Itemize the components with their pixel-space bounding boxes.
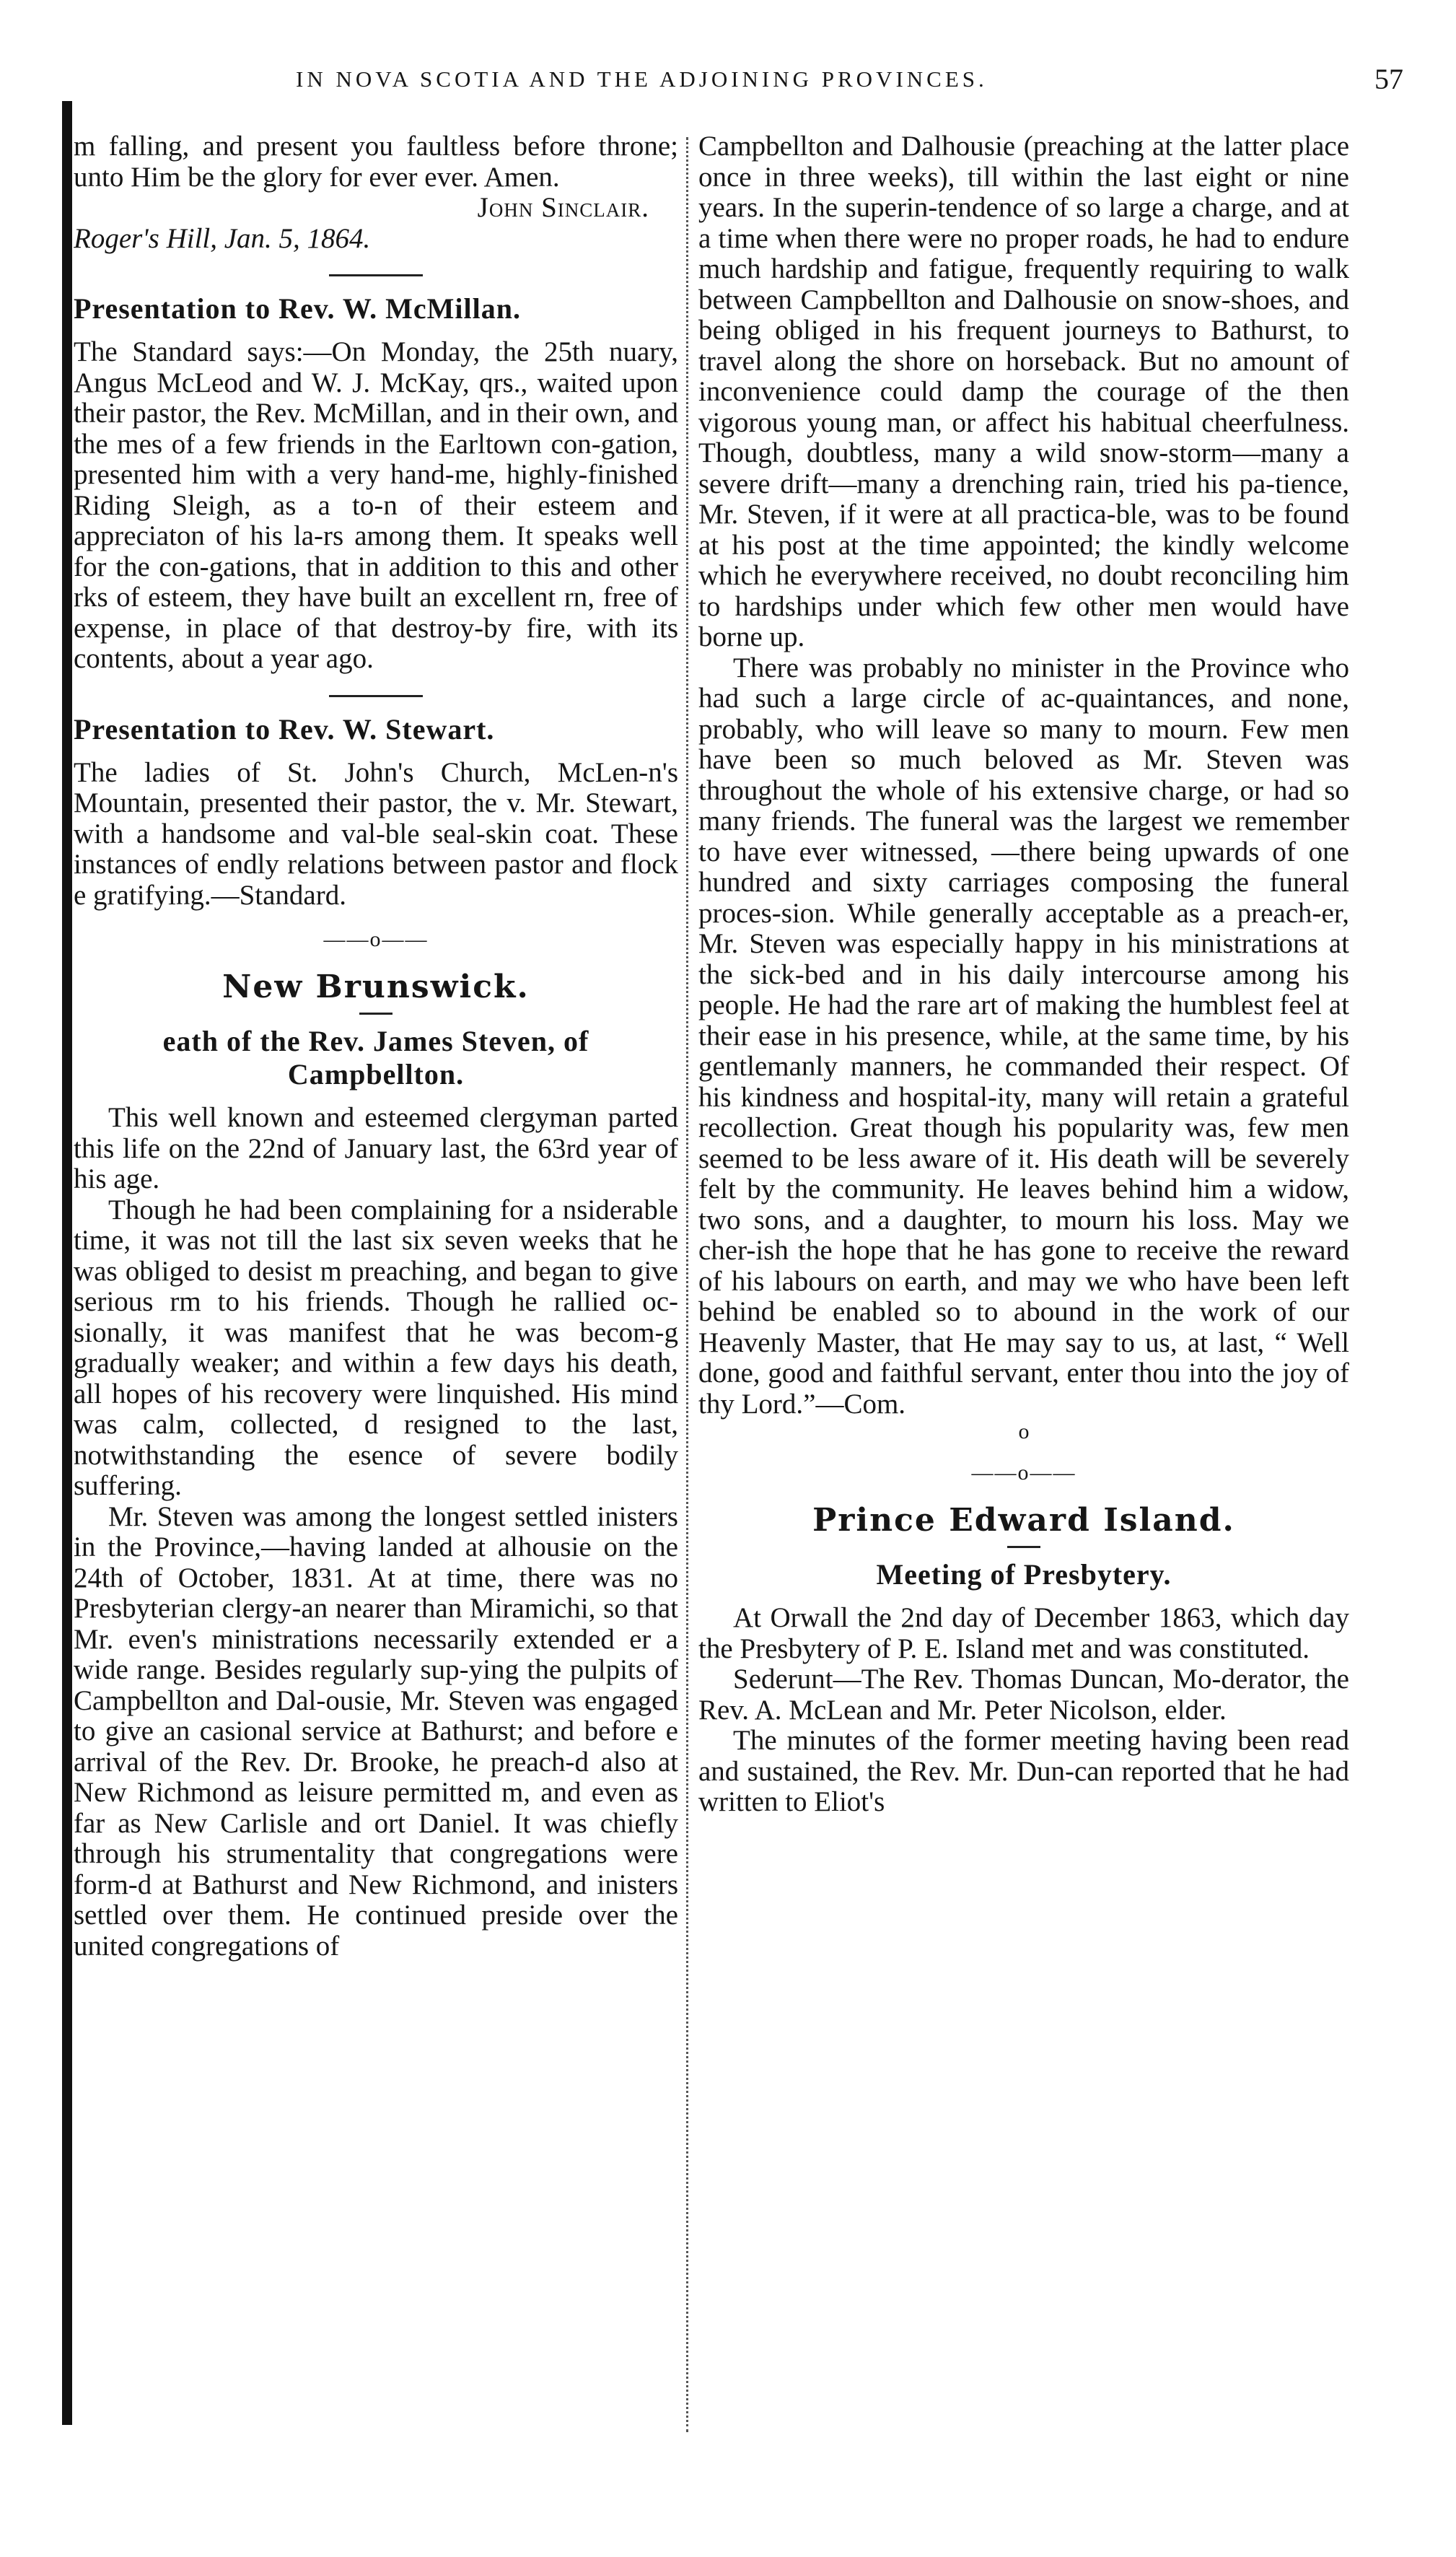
steven-paragraph-3: Mr. Steven was among the longest settled inisters in the Province,—having landed at alhousie on the 24th of October, 1831. At at time, there was no Presbyterian clergy-an nearer than Miramichi, so that Mr. even's ministrations necessarily extended er a wide range. Besides regularly sup-ying the pulpits of Campbellton and Dal-ousie, Mr. Steven was engaged to give an casional service at Bathurst; and before e arrival of the Rev. Dr. Brooke, he preach-d also at New Richmond as leisure permitted m, and even as far as New Carlisle and ort Daniel. It was chiefly through his strumentality that congregations were form-d at Bathurst and New Richmond, and inisters settled over them. He continued preside over the united congregations of <box>74 1500 678 1962</box>
place-date: Roger's Hill, Jan. 5, 1864. <box>74 222 371 254</box>
section-mark: o <box>1018 1420 1030 1443</box>
heading-mcmillan: Presentation to Rev. W. McMillan. <box>74 292 521 325</box>
section-title-new-brunswick: New Brunswick. <box>222 969 530 1005</box>
presbytery-paragraph-2: Sederunt—The Rev. Thomas Duncan, Mo-derator, the Rev. A. McLean and Mr. Peter Nicolson, elder. <box>698 1664 1349 1726</box>
section-rule: ——o—— <box>971 1461 1076 1485</box>
section-divider <box>329 695 423 697</box>
intro-paragraph: m falling, and present you faultless before throne; unto Him be the glory for ever ever. Amen. <box>74 131 678 193</box>
short-rule <box>359 1013 392 1015</box>
left-column <box>74 131 678 2434</box>
steven-paragraph-1: This well known and esteemed clergyman parted this life on the 22nd of January last, the 63rd year of his age. <box>74 1102 678 1194</box>
continued-paragraph: Campbellton and Dalhousie (preaching at the latter place once in three weeks), till within the last eight or nine years. In the superin-tendence of so large a charge, and at a time when there were no proper roads, he had to endure much hardship and fatigue, frequently requiring to walk between Campbellton and Dalhousie on snow-shoes, and being obliged in his frequent journeys to Bathurst, to travel along the shore on horseback. But no amount of inconvenience could damp the courage of the then vigorous young man, or affect his habitual cheerfulness. Though, doubtless, many a wild snow-storm—many a severe drift—many a drenching rain, tried his pa-tience, Mr. Steven, if it were at all practica-ble, was to be found at his post at the time appointed; the kindly welcome which he everywhere received, no doubt reconciling him to hardships under which few other men would have borne up. <box>698 131 1349 652</box>
steven-paragraph-2: Though he had been complaining for a nsiderable time, it was not till the last six seven weeks that he was obliged to desist m preaching, and began to give serious rm to his friends. Though he rallied oc-sionally, it was manifest that he was becom-g gradually weaker; and within a few days his death, all hopes of his recovery were linquished. His mind was calm, collected, d resigned to the last, notwithstanding the esence of severe bodily suffering. <box>74 1194 678 1501</box>
short-rule <box>1007 1546 1040 1548</box>
page-header <box>216 63 1414 110</box>
binding-edge <box>62 101 72 2425</box>
heading-steven-death: eath of the Rev. James Steven, of Campbellton. <box>162 1025 589 1090</box>
section-rule: ——o—— <box>323 927 429 951</box>
section-divider <box>329 274 423 276</box>
mcmillan-paragraph: The Standard says:—On Monday, the 25th nuary, Angus McLeod and W. J. McKay, qrs., waited upon their pastor, the Rev. McMillan, and in their own, and the mes of a few friends in the Earltown con-gation, presented him with a very hand-me, highly-finished Riding Sleigh, as a to-n of their esteem and appreciaton of his la-rs among them. It speaks well for the con-gations, that in addition to this and other rks of esteem, they have built an excellent rn, free of expense, in place of that destroy-by fire, with its contents, about a year ago. <box>74 336 678 674</box>
second-paragraph: There was probably no minister in the Province who had such a large circle of ac-quaintances, and none, probably, who will leave so many to mourn. Few men have been so much beloved as Mr. Steven was throughout the whole of his extensive charge, or had so many friends. The funeral was the largest we remember to have ever witnessed, —there being upwards of one hundred and sixty carriages composing the funeral proces-sion. While generally acceptable as a preach-er, Mr. Steven was especially happy in his ministrations at the sick-bed and in his daily intercourse among his people. He had the rare art of making the humblest feel at their ease in his presence, while, at the same time, by his gentlemanly manners, he commanded their respect. Of his kindness and hospital-ity, many will retain a grateful recollection. Great though his popularity was, few men seemed to be less aware of it. His death will be severely felt by the community. He leaves behind him a widow, two sons, and a daughter, to mourn his loss. May we cher-ish the hope that he has gone to receive the reward of his labours on earth, and may we who have been left behind be enabled so to abound in the work of our Heavenly Master, that He may say to us, at last, “ Well done, good and faithful servant, enter thou into the joy of thy Lord.”—Com. <box>698 652 1349 1420</box>
presbytery-paragraph-3: The minutes of the former meeting having been read and sustained, the Rev. Mr. Dun-can reported that he had written to Eliot's <box>698 1725 1349 1817</box>
presbytery-paragraph-1: At Orwall the 2nd day of December 1863, which day the Presbytery of P. E. Island met and was constituted. <box>698 1602 1349 1664</box>
signature: John Sinclair. <box>477 192 649 223</box>
page-number: 57 <box>1374 63 1403 95</box>
column-divider <box>686 137 688 2432</box>
right-column <box>698 131 1349 2434</box>
stewart-paragraph: The ladies of St. John's Church, McLen-n's Mountain, presented their pastor, the v. Mr. Stewart, with a handsome and val-ble seal-skin coat. These instances of endly relations between pastor and flock e gratifying.—Standard. <box>74 756 678 911</box>
section-title-pei: Prince Edward Island. <box>812 1502 1235 1539</box>
heading-presbytery: Meeting of Presbytery. <box>876 1558 1172 1591</box>
running-head: IN NOVA SCOTIA AND THE ADJOINING PROVINCES. <box>296 66 988 92</box>
signature-line <box>74 193 678 224</box>
heading-stewart: Presentation to Rev. W. Stewart. <box>74 712 495 746</box>
